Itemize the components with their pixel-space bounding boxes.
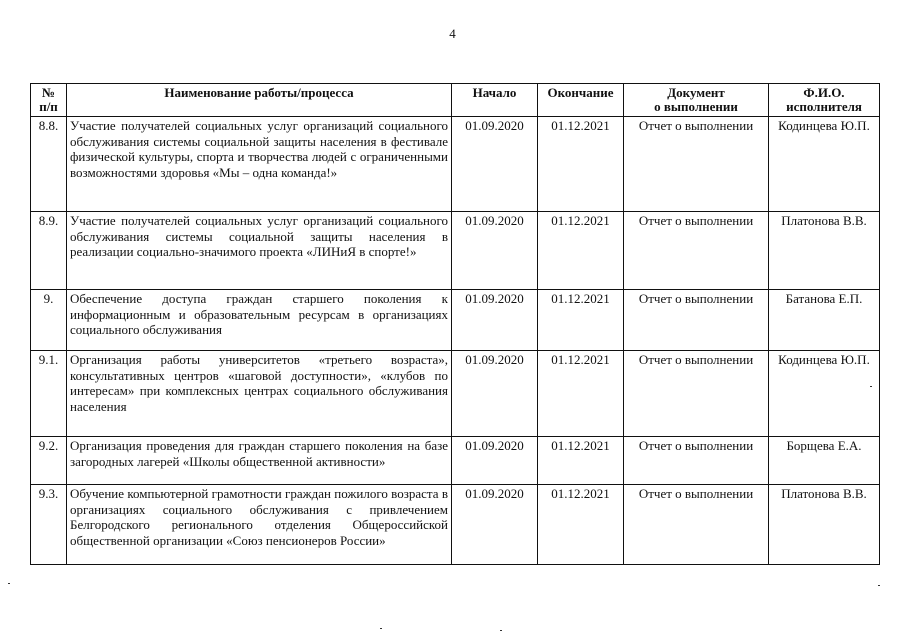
header-doc-line1: Документ: [667, 85, 725, 100]
row-person: Кодинцева Ю.П.: [769, 117, 880, 212]
row-name: Участие получателей социальных услуг организаций социального обслуживания системы социальной защиты населения в фестивале физической культуры, спорта и творчества людей с ограниченными возможностями здоровья «Мы – одна команда!»: [67, 117, 452, 212]
row-end: 01.12.2021: [538, 485, 624, 565]
row-num: 9.3.: [31, 485, 67, 565]
scan-speck: [878, 585, 880, 586]
row-person: Платонова В.В.: [769, 485, 880, 565]
row-name: Организация работы университетов «третьего возраста», консультативных центров «шаговой доступности», «клубов по интересам» при комплексных центрах социального обслуживания населения: [67, 351, 452, 437]
row-num: 9.1.: [31, 351, 67, 437]
row-start: 01.09.2020: [452, 437, 538, 485]
header-start: Начало: [452, 84, 538, 117]
row-name: Организация проведения для граждан старшего поколения на базе загородных лагерей «Школы общественной активности»: [67, 437, 452, 485]
row-num: 8.8.: [31, 117, 67, 212]
scan-speck: [870, 386, 872, 387]
table-header-row: [31, 84, 880, 117]
row-end: 01.12.2021: [538, 437, 624, 485]
header-name: Наименование работы/процесса: [67, 84, 452, 117]
row-person: Борщева Е.А.: [769, 437, 880, 485]
page-number: 4: [449, 26, 456, 41]
table-row: [31, 351, 880, 437]
row-end: 01.12.2021: [538, 212, 624, 290]
header-person-line2: исполнителя: [786, 99, 862, 114]
row-num: 8.9.: [31, 212, 67, 290]
row-doc: Отчет о выполнении: [624, 351, 769, 437]
header-person: [769, 84, 880, 117]
scan-speck: [8, 583, 10, 584]
row-doc: Отчет о выполнении: [624, 117, 769, 212]
row-end: 01.12.2021: [538, 117, 624, 212]
row-doc: Отчет о выполнении: [624, 212, 769, 290]
header-end: Окончание: [538, 84, 624, 117]
row-num: 9.: [31, 290, 67, 351]
row-start: 01.09.2020: [452, 351, 538, 437]
header-person-line1: Ф.И.О.: [803, 85, 845, 100]
row-name: Участие получателей социальных услуг организаций социального обслуживания системы социальной защиты населения в реализации социально-значимого проекта «ЛИНиЯ в спорте!»: [67, 212, 452, 290]
row-person: Батанова Е.П.: [769, 290, 880, 351]
header-num: [31, 84, 67, 117]
table-row: [31, 290, 880, 351]
row-num: 9.2.: [31, 437, 67, 485]
row-name: Обучение компьютерной грамотности граждан пожилого возраста в организациях социального обслуживания с привлечением Белгородского регионального отделения Общероссийской общественной организации «Союз пенсионеров России»: [67, 485, 452, 565]
table-row: [31, 117, 880, 212]
row-end: 01.12.2021: [538, 290, 624, 351]
row-start: 01.09.2020: [452, 117, 538, 212]
header-num-line2: п/п: [39, 99, 58, 114]
row-start: 01.09.2020: [452, 485, 538, 565]
scan-speck: [380, 628, 382, 629]
row-doc: Отчет о выполнении: [624, 437, 769, 485]
row-doc: Отчет о выполнении: [624, 485, 769, 565]
row-name: Обеспечение доступа граждан старшего поколения к информационным и образовательным ресурсам в организациях социального обслуживания: [67, 290, 452, 351]
header-doc-line2: о выполнении: [654, 99, 738, 114]
header-doc: [624, 84, 769, 117]
row-start: 01.09.2020: [452, 212, 538, 290]
row-doc: Отчет о выполнении: [624, 290, 769, 351]
table-row: [31, 437, 880, 485]
table-row: [31, 485, 880, 565]
row-person: Платонова В.В.: [769, 212, 880, 290]
header-num-line1: №: [41, 85, 56, 100]
table-row: [31, 212, 880, 290]
scan-speck: [500, 630, 502, 631]
row-start: 01.09.2020: [452, 290, 538, 351]
row-end: 01.12.2021: [538, 351, 624, 437]
work-plan-table: [30, 83, 880, 565]
row-person: Кодинцева Ю.П.: [769, 351, 880, 437]
